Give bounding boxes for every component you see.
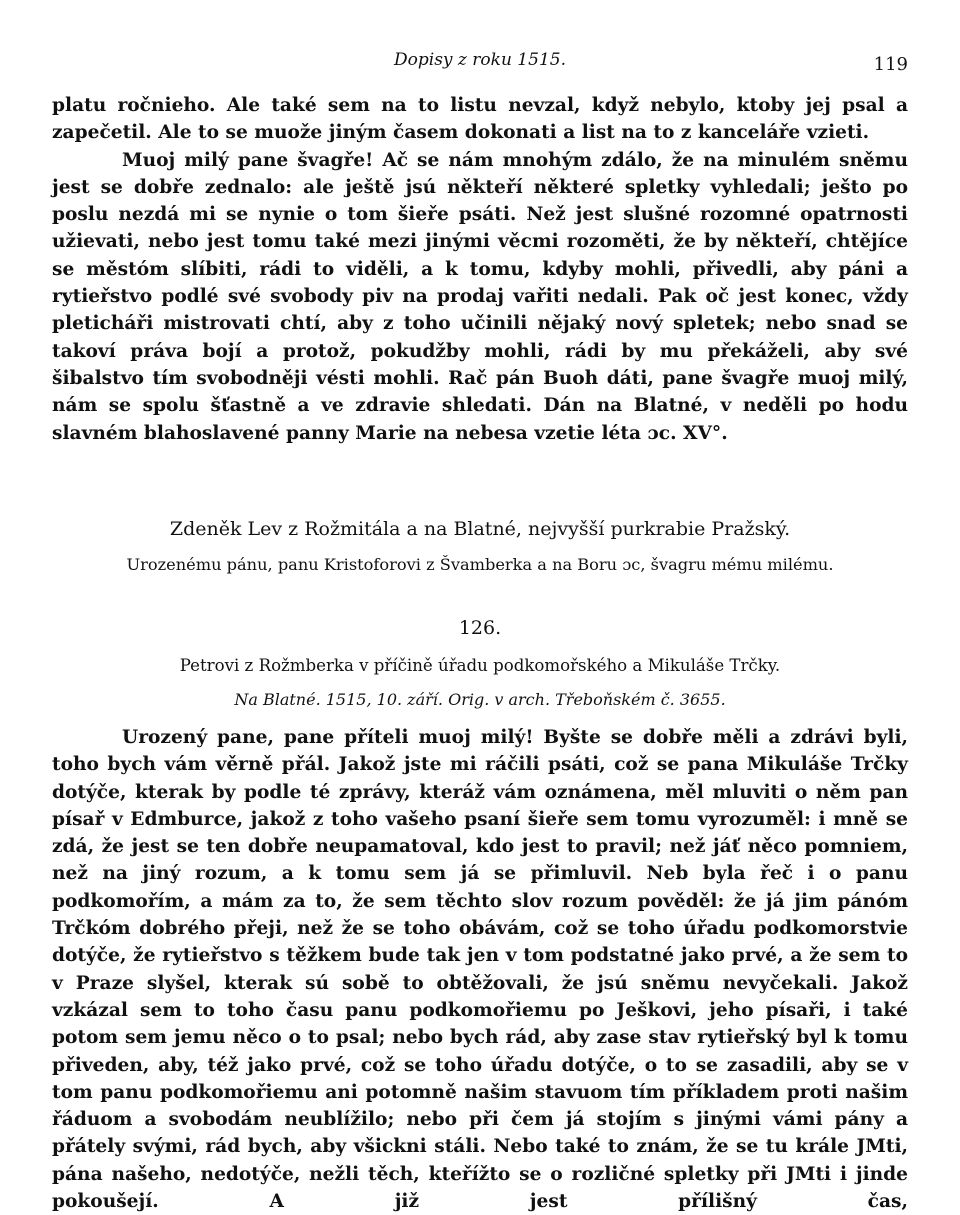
letter-body-previous bbox=[52, 92, 908, 447]
running-title: Dopisy z roku 1515. bbox=[394, 50, 566, 70]
paragraph: Urozený pane, pane příteli muoj milý! Byšte se dobře měli a zdrávi byli, toho bych vám věrně přál. Jakož jste mi ráčili psáti, což se pana Mikuláše Trčky dotýče, kterak by podle té zprávy, kteráž vám oznámena, měl mluviti o něm pan písař v Edmburce, jakož z toho vašeho psaní šieře sem tomu vyrozuměl: i mně se zdá, že jest se ten dobře neupamatoval, kdo jest to pravil; než jáť něco pomniem, než na jiný rozum, a k tomu sem já se přimluvil. Neb byla řeč i o panu podkomořím, a mám za to, že sem těchto slov rozum pověděl: že já jim pánóm Trčkóm dobrého přeji, než že se toho obávám, což se toho úřadu podkomorstvie dotýče, že rytieřstvo s těžkem bude tak jen v tom podstatné jako prvé, a že sem to v Praze slyšel, kterak sú sobě to obtěžovali, že jsú sněmu nevyčekali. Jakož vzkázal sem to toho času panu podkomořiemu po Ješkovi, jeho písaři, i také potom sem jemu něco o to psal; nebo bych rád, aby zase stav rytieřský byl k tomu přiveden, aby, též jako prvé, což se toho úřadu dotýče, o to se zasadili, aby se v tom panu podkomořiemu ani potomně našim stavuom tím příkladem proti našim řáduom a svobodám neublížilo; nebo při čem já stojím s jinými vámi pány a přátely svými, rád bych, aby všickni stáli. Nebo také to znám, že se tu krále JMti, pána našeho, nedotýče, nežli těch, kteřížto se o rozličné spletky při JMti i jinde pokoušejí. A již jest přílišný čas, bbox=[52, 727, 908, 1213]
paragraph: platu ročnieho. Ale také sem na to listu nevzal, když nebylo, ktoby jej psal a zapečetil. Ale to se muože jiným časem dokonati a list na to z kanceláře vzieti. bbox=[52, 95, 908, 144]
address-line: Urozenému pánu, panu Kristoforovi z Švamberka a na Boru ɔc, švagru mému milému. bbox=[126, 555, 834, 574]
document-source: Na Blatné. 1515, 10. září. Orig. v arch. Třeboňském č. 3655. bbox=[234, 690, 726, 709]
document-number: 126. bbox=[458, 617, 502, 639]
letter-body-next bbox=[52, 724, 908, 1215]
document-heading: Petrovi z Rožmberka v příčině úřadu podkomořského a Mikuláše Trčky. bbox=[179, 656, 781, 675]
running-head bbox=[52, 50, 908, 74]
paragraph: Muoj milý pane švagře! Ač se nám mnohým zdálo, že na minulém sněmu jest se dobře zednalo: ale ještě jsú někteří některé spletky vyhledali; ješto po poslu nezdá mi se nynie o tom šieře psáti. Než jest slušné rozomné opatrnosti užievati, nebo jest tomu také mezi jinými věcmi rozoměti, že by někteří, chtějíce se městóm slíbiti, rádi to viděli, a k tomu, kdyby mohli, přivedli, aby páni a rytieřstvo podlé své svobody piv na prodaj vařiti nedali. Pak oč jest konec, vždy pleticháři mistrovati chtí, aby z toho učinili nějaký nový spletek; nebo snad se takoví práva bojí a protož, pokudžby mohli, rádi by mu překáželi, aby své šibalstvo tím svobodněji vésti mohli. Rač pán Buoh dáti, pane švagře muoj milý, nám se spolu šťastně a ve zdravie shledati. Dán na Blatné, v neděli po hodu slavném blahoslavené panny Marie na nebesa vzetie léta ɔc. XV°. bbox=[52, 149, 908, 444]
page-number: 119 bbox=[873, 54, 908, 75]
signature-line: Zdeněk Lev z Rožmitála a na Blatné, nejvyšší purkrabie Pražský. bbox=[169, 518, 791, 540]
